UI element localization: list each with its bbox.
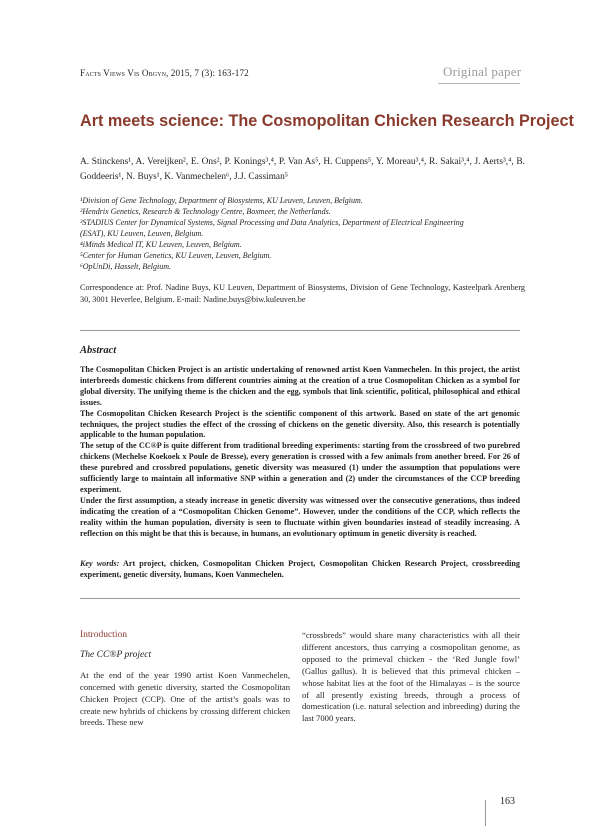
abstract-top-rule bbox=[80, 330, 520, 331]
affiliation: ⁶OpUnDi, Hasselt, Belgium. bbox=[80, 262, 171, 271]
article-type: Original paper bbox=[443, 64, 522, 79]
section-subheading: The CC®P project bbox=[80, 649, 152, 660]
affiliation: ⁵Center for Human Genetics, KU Leuven, Leuven, Belgium. bbox=[80, 251, 272, 260]
body-paragraph: At the end of the year 1990 artist Koen Vanmechelen, concerned with genetic diversity, started the Cosmopolitan Chicken Project (CCP). One of the artist’s goals was to create new hybrids of chickens by crossing different chicken breeds. These new bbox=[80, 669, 290, 728]
correspondence: Correspondence at: Prof. Nadine Buys, KU Leuven, Department of Biosystems, Division of Gene Technology, Kasteelpark Arenberg 30, 3001 Heverlee, Belgium. E-mail: Nadine.buys@biw.kuleuven.be bbox=[80, 283, 525, 304]
keywords-label: Key words: bbox=[80, 559, 120, 568]
affiliation: ³STADIUS Center for Dynamical Systems, Signal Processing and Data Analytics, Department of Electrical Engineering bbox=[80, 218, 464, 227]
affiliation: (ESAT), KU Leuven, Leuven, Belgium. bbox=[80, 229, 204, 238]
keywords bbox=[80, 559, 520, 581]
journal-volume: , 2015, 7 (3): 163-172 bbox=[166, 68, 249, 78]
page-number-rule bbox=[485, 800, 486, 826]
right-column: “crossbreds” would share many characteristics with all their different ancestors, thus carrying a cosmopolitan genome, as opposed to the primeval chicken - the ‘Red Jungle fowl’ (Gallus gallus). It is believed that this primeval chicken – whose habitat lies at the foot of the Himalayas – is the source of all presently existing breeds, through a process of domestication (i.e. natural selection and inbreeding) during the last 7000 years. bbox=[302, 630, 520, 724]
journal-name: Facts Views Vis Obgyn bbox=[80, 68, 167, 78]
abstract-heading: Abstract bbox=[80, 345, 117, 356]
paper-title: Art meets science: The Cosmopolitan Chicken Research Project bbox=[80, 112, 574, 130]
author-list: A. Stinckens¹, A. Vereijken², E. Ons², P. Konings³,⁴, P. Van As⁵, H. Cuppens⁵, Y. Moreau³,⁴, R. Sakai³,⁴, J. Aerts³,⁴, B. Goddeeris¹, N. Buys¹, K. Vanmechelen⁶, J.J. Cassiman⁵ bbox=[80, 157, 525, 182]
affiliation: ⁴iMinds Medical IT, KU Leuven, Leuven, Belgium. bbox=[80, 240, 242, 249]
page-number: 163 bbox=[500, 796, 515, 807]
abstract-paragraph: The Cosmopolitan Chicken Research Project is the scientific component of this artwork. Based on state of the art genomic techniques, the project studies the effect of the crossing of chickens on the genetic diversity. Also, this research is potentially applicable to the human population. bbox=[80, 408, 520, 440]
abstract-bottom-rule bbox=[80, 598, 520, 599]
introduction-heading: Introduction bbox=[80, 630, 127, 640]
abstract-paragraph: The setup of the CC®P is quite different from traditional breeding experiments: starting from the crossbreed of two purebred chickens (Mechelse Koekoek x Poule de Bresse), every generation is crossed with a few animals from another breed. For 26 of these purebred and crossbred populations, genetic diversity was measured (1) under the assumption that populations were sufficiently large to maintain all informative SNP within a generation and (2) under the circumstances of the CCP breeding experiment. bbox=[80, 441, 520, 494]
affiliation: ¹Division of Gene Technology, Department of Biosystems, KU Leuven, Leuven, Belgium. bbox=[80, 196, 363, 205]
abstract-paragraph: The Cosmopolitan Chicken Project is an artistic undertaking of renowned artist Koen Vanmechelen. In this project, the artist interbreeds domestic chickens from different countries aiming at the creation of a true Cosmopolitan Chicken as a symbol for global diversity. The unifying theme is the chicken and the egg, symbols that link scientific, political, philosophical and ethical issues. bbox=[80, 365, 520, 407]
keywords-text: Art project, chicken, Cosmopolitan Chicken Project, Cosmopolitan Chicken Research Project, crossbreeding experiment, genetic diversity, humans, Koen Vanmechelen. bbox=[80, 559, 520, 579]
left-column bbox=[80, 630, 290, 729]
abstract-body bbox=[80, 365, 520, 540]
abstract-paragraph: Under the first assumption, a steady increase in genetic diversity was witnessed over the consecutive generations, thus indeed indicating the creation of a “Cosmopolitan Chicken Genome”. However, under the conditions of the CCP, which reflects the reality within the human population, diversity is seen to fluctuate within given boundaries instead of steadily increasing. A reflection on this might be that this is because, in humans, an evolutionary optimum in genetic diversity is reached. bbox=[80, 495, 520, 538]
affiliations bbox=[80, 195, 525, 272]
journal-citation bbox=[80, 68, 249, 78]
affiliation: ²Hendrix Genetics, Research & Technology Centre, Boxmeer, the Netherlands. bbox=[80, 207, 331, 216]
header-divider bbox=[438, 83, 520, 84]
